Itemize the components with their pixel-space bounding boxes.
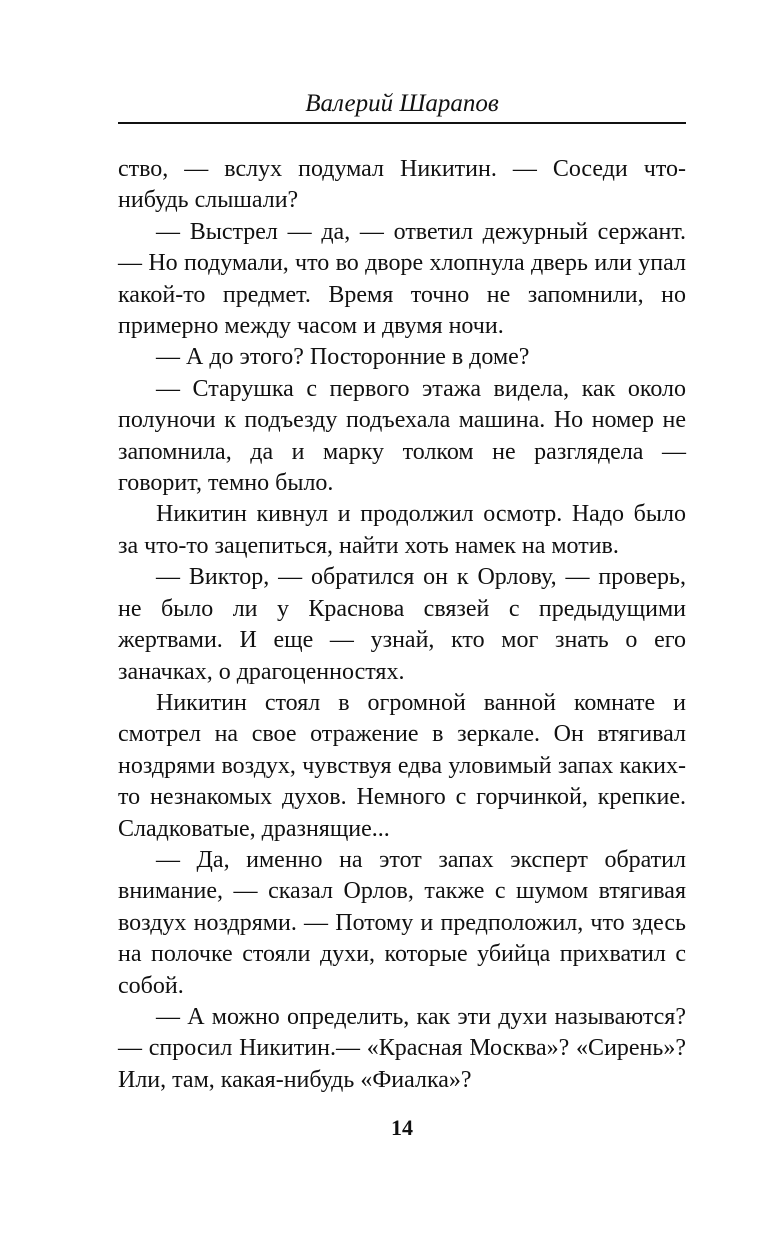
paragraph-7: Никитин стоял в огромной ванной комнате и смотрел на свое отражение в зеркале. Он втягивал ноздрями воздух, чувствуя едва уловимый запах каких-то незнакомых духов. Немного с горчинкой, крепкие. Сладковатые, дразнящие... <box>118 689 686 842</box>
paragraph-8: — Да, именно на этот запах эксперт обратил внимание, — сказал Орлов, также с шумом втягивая воздух ноздрями. — Потому и предположил, что здесь на полочке стояли духи, которые убийца прихватил с собой. <box>118 846 686 999</box>
paragraph-9: — А можно определить, как эти духи называются? — спросил Никитин.— «Красная Москва»? «Сирень»? Или, там, какая-нибудь «Фиалка»? <box>118 1003 686 1093</box>
paragraph-3: — А до этого? Посторонние в доме? <box>156 344 530 371</box>
paragraph-5: Никитин кивнул и продолжил осмотр. Надо было за что-то зацепиться, найти хоть намек на мотив. <box>118 501 686 559</box>
paragraph-1: ство, — вслух подумал Никитин. — Соседи что-нибудь слышали? <box>118 156 686 214</box>
header-rule <box>118 122 686 124</box>
paragraph-6: — Виктор, — обратился он к Орлову, — проверь, не было ли у Краснова связей с предыдущими жертвами. И еще — узнай, кто мог знать о его заначках, о драгоценностях. <box>118 564 686 685</box>
page-body <box>118 154 686 1096</box>
paragraph-4: — Старушка с первого этажа видела, как около полуночи к подъезду подъехала машина. Но номер не запомнила, да и марку толком не разглядела — говорит, темно было. <box>118 375 686 497</box>
page-number: 14 <box>391 1115 413 1140</box>
paragraph-2: — Выстрел — да, — ответил дежурный сержант. — Но подумали, что во дворе хлопнула дверь или упал какой-то предмет. Время точно не запомнили, но примерно между часом и двумя ночи. <box>118 218 686 340</box>
running-header-author: Валерий Шарапов <box>305 90 499 117</box>
